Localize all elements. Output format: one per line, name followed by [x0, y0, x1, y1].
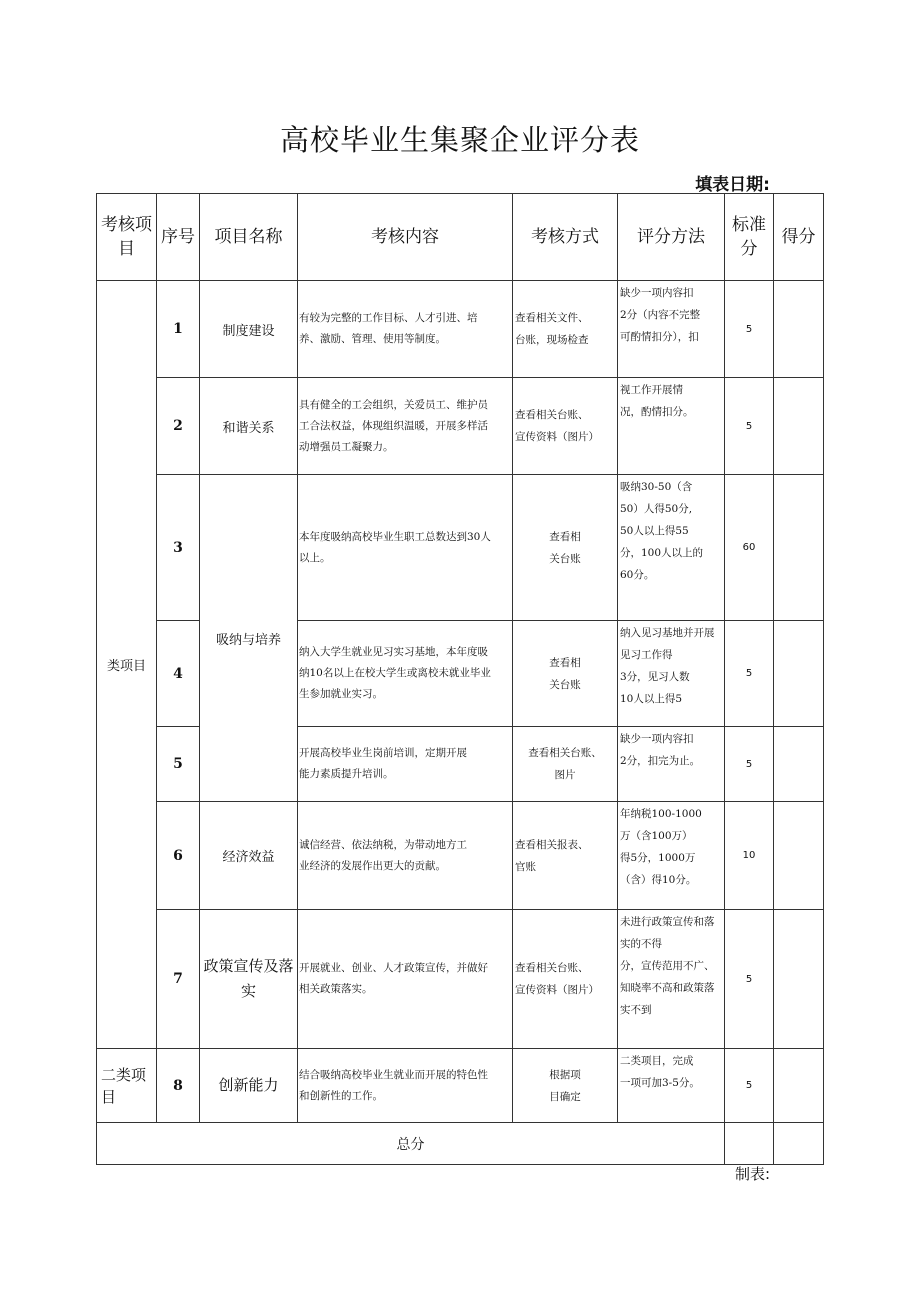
header-name: 项目名称 — [200, 194, 298, 281]
row-content: 结合吸纳高校毕业生就业而开展的特色性 和创新性的工作。 — [298, 1049, 513, 1123]
row-scoring: 年纳税100-1000 万（含100万） 得5分，1000万 （含）得10分。 — [618, 802, 725, 910]
row-content: 开展就业、创业、人才政策宣传，并做好 相关政策落实。 — [298, 910, 513, 1049]
row-content: 有较为完整的工作目标、人才引进、培 养、激励、管理、使用等制度。 — [298, 281, 513, 378]
total-row — [97, 1123, 824, 1165]
row-method: 查看相关报表、 官账 — [513, 802, 618, 910]
table-row — [97, 910, 824, 1049]
header-method: 考核方式 — [513, 194, 618, 281]
row-method: 查看相 关台账 — [513, 475, 618, 621]
row-score[interactable] — [774, 727, 824, 802]
row-standard: 5 — [725, 727, 774, 802]
row-name: 创新能力 — [200, 1049, 298, 1123]
row-score[interactable] — [774, 281, 824, 378]
row-score[interactable] — [774, 378, 824, 475]
row-content: 诚信经营、依法纳税，为带动地方工 业经济的发展作出更大的贡献。 — [298, 802, 513, 910]
group-name: 吸纳与培养 — [200, 475, 298, 802]
row-standard: 60 — [725, 475, 774, 621]
row-method: 根据项 目确定 — [513, 1049, 618, 1123]
row-standard: 5 — [725, 378, 774, 475]
row-seq: 4 — [157, 621, 200, 727]
table-row — [97, 1049, 824, 1123]
row-scoring: 纳入见习基地并开展 见习工作得 3分，见习人数 10人以上得5 — [618, 621, 725, 727]
total-standard — [725, 1123, 774, 1165]
row-method: 查看相关文件、 台账，现场检查 — [513, 281, 618, 378]
page-title: 高校毕业生集聚企业评分表 — [279, 123, 640, 157]
header-content: 考核内容 — [298, 194, 513, 281]
row-seq: 3 — [157, 475, 200, 621]
row-name: 制度建设 — [200, 281, 298, 378]
row-scoring: 缺少一项内容扣 2分（内容不完整 可酌情扣分），扣 — [618, 281, 725, 378]
row-scoring: 视工作开展情 况，酌情扣分。 — [618, 378, 725, 475]
row-method: 查看相 关台账 — [513, 621, 618, 727]
score-table — [96, 193, 824, 1165]
row-seq: 5 — [157, 727, 200, 802]
row-content: 纳入大学生就业见习实习基地，本年度吸 纳10名以上在校大学生或离校未就业毕业 生参加就业实习。 — [298, 621, 513, 727]
row-content: 本年度吸纳高校毕业生职工总数达到30人 以上。 — [298, 475, 513, 621]
row-standard: 5 — [725, 281, 774, 378]
row-method: 查看相关台账、 图片 — [513, 727, 618, 802]
row-score[interactable] — [774, 621, 824, 727]
row-standard: 5 — [725, 1049, 774, 1123]
row-method: 查看相关台账、 宣传资料（图片） — [513, 910, 618, 1049]
row-content: 开展高校毕业生岗前培训，定期开展 能力素质提升培训。 — [298, 727, 513, 802]
row-name: 经济效益 — [200, 802, 298, 910]
row-score[interactable] — [774, 475, 824, 621]
row-scoring: 未进行政策宣传和落 实的不得 分，宣传范用不广、 知晓率不高和政策落 实不到 — [618, 910, 725, 1049]
table-row — [97, 802, 824, 910]
row-score[interactable] — [774, 802, 824, 910]
row-scoring: 吸纳30-50（含 50）人得50分, 50人以上得55 分，100人以上的 60分。 — [618, 475, 725, 621]
category-cell: 类项目 — [97, 281, 157, 1049]
row-name: 和谐关系 — [200, 378, 298, 475]
category-cell: 二类项目 — [97, 1049, 157, 1123]
row-standard: 10 — [725, 802, 774, 910]
table-row — [97, 475, 824, 621]
header-scoring: 评分方法 — [618, 194, 725, 281]
row-name: 政策宣传及落实 — [200, 910, 298, 1049]
row-method: 查看相关台账、 宣传资料（图片） — [513, 378, 618, 475]
header-row — [97, 194, 824, 281]
row-scoring: 二类项目，完成 一项可加3-5分。 — [618, 1049, 725, 1123]
row-seq: 6 — [157, 802, 200, 910]
total-score[interactable] — [774, 1123, 824, 1165]
table-row — [97, 378, 824, 475]
header-category: 考核项目 — [97, 194, 157, 281]
row-content: 具有健全的工会组织，关爱员工、维护员 工合法权益，体现组织温暖，开展多样活 动增强员工凝聚力。 — [298, 378, 513, 475]
fill-date-label: 填表日期: — [695, 175, 770, 195]
row-scoring: 缺少一项内容扣 2分，扣完为止。 — [618, 727, 725, 802]
row-seq: 1 — [157, 281, 200, 378]
row-score[interactable] — [774, 910, 824, 1049]
total-label: 总分 — [97, 1123, 725, 1165]
header-score: 得分 — [774, 194, 824, 281]
row-seq: 8 — [157, 1049, 200, 1123]
row-standard: 5 — [725, 910, 774, 1049]
row-score[interactable] — [774, 1049, 824, 1123]
header-seq: 序号 — [157, 194, 200, 281]
row-seq: 7 — [157, 910, 200, 1049]
row-standard: 5 — [725, 621, 774, 727]
header-standard: 标准分 — [725, 194, 774, 281]
table-row — [97, 281, 824, 378]
maker-label: 制表: — [734, 1165, 770, 1183]
row-seq: 2 — [157, 378, 200, 475]
